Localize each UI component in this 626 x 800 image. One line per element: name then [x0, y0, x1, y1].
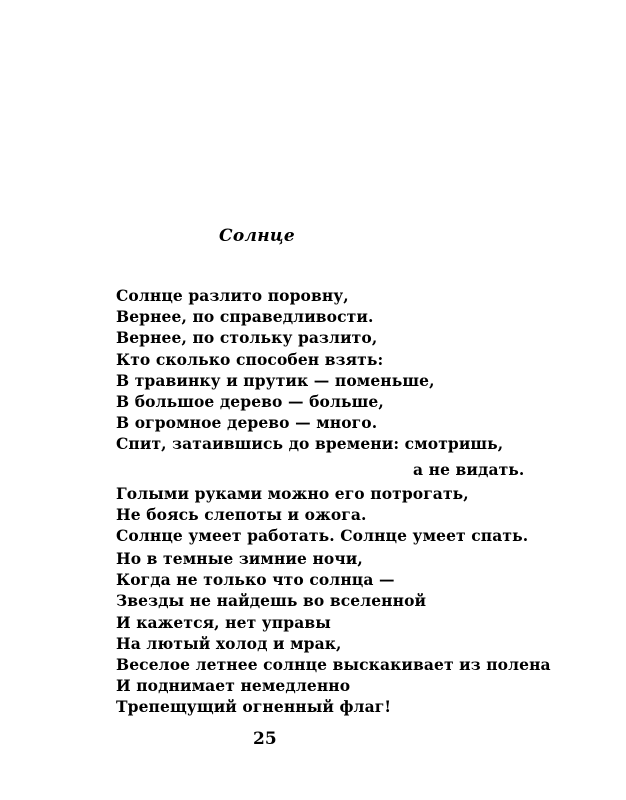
- poem-line: Трепещущий огненный флаг!: [116, 697, 392, 717]
- poem-line: На лютый холод и мрак,: [116, 633, 342, 653]
- poem-line: И поднимает немедленно: [116, 676, 351, 696]
- stanza-1: [116, 285, 528, 546]
- poem-line: В травинку и прутик — поменьше,: [116, 370, 435, 390]
- poem-line: И кажется, нет управы: [116, 612, 331, 632]
- poem-line: Вернее, по справедливости.: [116, 307, 374, 327]
- poem-line: В огромное дерево — много.: [116, 413, 378, 433]
- poem-line: Вернее, по стольку разлито,: [116, 328, 378, 348]
- poem-line: Солнце разлито поровну,: [116, 286, 349, 305]
- poem-line-continuation: а не видать.: [413, 459, 525, 479]
- poem-line: Кто сколько способен взять:: [116, 349, 384, 369]
- poem-title: Солнце: [219, 226, 295, 246]
- poem-line: Но в темные зимние ночи,: [116, 549, 363, 568]
- poem-line: Веселое летнее солнце выскакивает из полена: [116, 654, 551, 674]
- poem-line: Когда не только что солнца —: [116, 570, 395, 590]
- poem-line: Голыми руками можно его потрогать,: [116, 483, 469, 503]
- poem-line: Солнце умеет работать. Солнце умеет спать.: [116, 526, 529, 546]
- poem-line: Спит, затаившись до времени: смотришь,: [116, 434, 504, 454]
- poem-line: В большое дерево — больше,: [116, 391, 384, 411]
- stanza-2: [116, 548, 551, 718]
- poem-line: Звезды не найдешь во вселенной: [116, 591, 427, 611]
- page-number: 25: [253, 729, 277, 749]
- poem-line: Не боясь слепоты и ожога.: [116, 504, 367, 524]
